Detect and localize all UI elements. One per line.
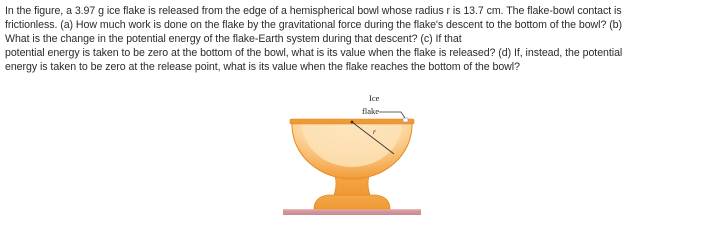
bowl-foot: [314, 195, 390, 209]
bowl-center-dot: [351, 121, 354, 124]
problem-line-4: potential energy is taken to be zero at the bottom of the bowl, what is its value when the flake is released? (d) If, instead, the potential: [5, 47, 623, 59]
problem-line-1: In the figure, a 3.97 g ice flake is released from the edge of a hemispherical bowl whose radius r is 13.7 cm. The flake-bowl contact is: [5, 5, 622, 17]
radius-label: r: [373, 127, 376, 136]
problem-line-2: frictionless. (a) How much work is done on the flake by the gravitational force during the flake's descent to the bottom of the bowl? (b): [5, 19, 622, 31]
problem-line-5: energy is taken to be zero at the release point, what is its value when the flake reaches the bottom of the bowl?: [5, 61, 520, 73]
bowl-illustration: [278, 91, 426, 223]
bowl-figure: [278, 91, 426, 223]
problem-line-3: What is the change in the potential energy of the flake-Earth system during that descent? (c) If that: [5, 33, 462, 45]
flake-label: flake: [362, 106, 379, 116]
ice-label: Ice: [369, 93, 380, 103]
flake-leader-line: [379, 112, 405, 118]
problem-text: [5, 4, 705, 74]
ice-flake: [403, 118, 408, 122]
